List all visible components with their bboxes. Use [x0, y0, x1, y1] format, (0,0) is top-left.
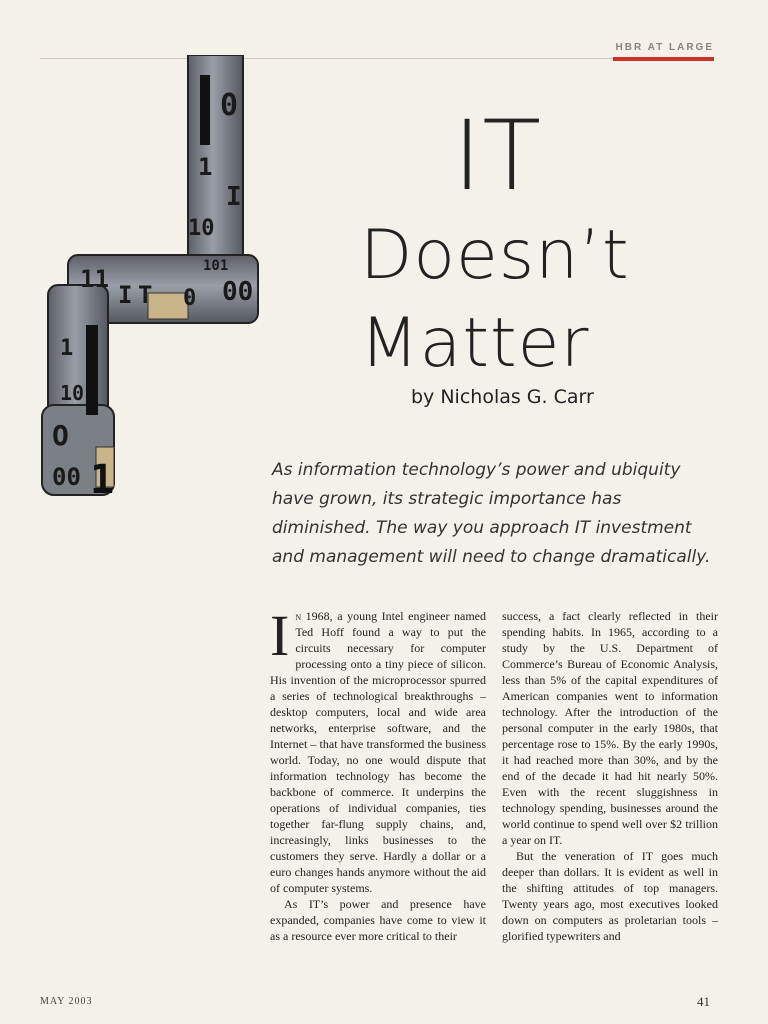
body-paragraph: As IT’s power and presence have expanded, companies have come to view it as a resource ever more critical to their: [270, 897, 486, 943]
body-paragraph: But the veneration of IT goes much deeper than dollars. It is evident as well in the shifting attitudes of top managers. Twenty years ago, most executives looked down on computers as proletarian tools – glorified typewriters and: [502, 849, 718, 943]
binary-glyph: 00: [52, 463, 81, 491]
issue-date: MAY 2003: [40, 996, 93, 1007]
dek-summary: As information technology’s power and ubiquity have grown, its strategic importance has diminished. The way you approach IT investment and management will need to change dramatically.: [272, 460, 711, 567]
body-paragraph: [270, 603, 486, 896]
binary-glyph: 0: [220, 88, 239, 123]
title-line-1: IT: [453, 100, 542, 212]
binary-glyph: T: [138, 281, 153, 309]
binary-glyph: 10: [188, 216, 215, 241]
binary-glyph: 11: [80, 265, 109, 293]
binary-glyph: 1: [60, 336, 74, 361]
paragraph-text: a young Intel engineer named Ted Hoff found a way to put the circuits necessary for computer processing onto a tiny piece of silicon. His invention of the microprocessor spurred a series of technological breakthroughs – desktop computers, local and wide area networks, enterprise software, and the Internet – that have transformed the business world. Today, no one would dispute that information technology has become the backbone of commerce. It underpins the operations of individual companies, ties together far-flung supply chains, and, increasingly, links businesses to the customers they serve. Hardly a dollar or a euro changes hands anymore without the aid of computer systems.: [270, 609, 486, 895]
article-title: [360, 100, 700, 388]
page-number: 41: [697, 994, 710, 1009]
binary-pipe-illustration: [38, 55, 268, 505]
lead-in: n 1968,: [295, 609, 333, 623]
section-label: HBR AT LARGE: [615, 42, 714, 53]
byline: by Nicholas G. Carr: [411, 386, 594, 408]
binary-glyph: I: [226, 182, 242, 212]
body-column-right: [502, 608, 718, 944]
binary-glyph: 101: [203, 258, 229, 274]
binary-glyph: 00: [222, 277, 254, 307]
binary-glyph: O: [52, 419, 69, 452]
title-line-3: Matter: [360, 304, 590, 383]
drop-cap: I: [270, 603, 290, 668]
binary-glyph: 1: [198, 153, 213, 181]
binary-glyph: I: [118, 281, 133, 309]
binary-glyph: 10: [60, 381, 85, 405]
title-line-2: Doesn’t: [360, 216, 630, 295]
binary-glyph-large: 1: [90, 457, 115, 503]
section-accent-bar: [613, 57, 714, 61]
body-column-left: [270, 603, 486, 944]
binary-glyph: 0: [183, 286, 197, 311]
body-paragraph: success, a fact clearly reflected in their spending habits. In 1965, according to a study by the U.S. Department of Commerce’s Bureau of Economic Analysis, less than 5% of the capital expenditures of American companies went to information technology. After the introduction of the personal computer in the early 1980s, that percentage rose to 15%. By the early 1990s, it had reached more than 30%, and by the end of the decade it had hit nearly 50%. Even with the recent sluggishness in technology spending, businesses around the world continue to spend well over $2 trillion a year on IT.: [502, 609, 718, 847]
